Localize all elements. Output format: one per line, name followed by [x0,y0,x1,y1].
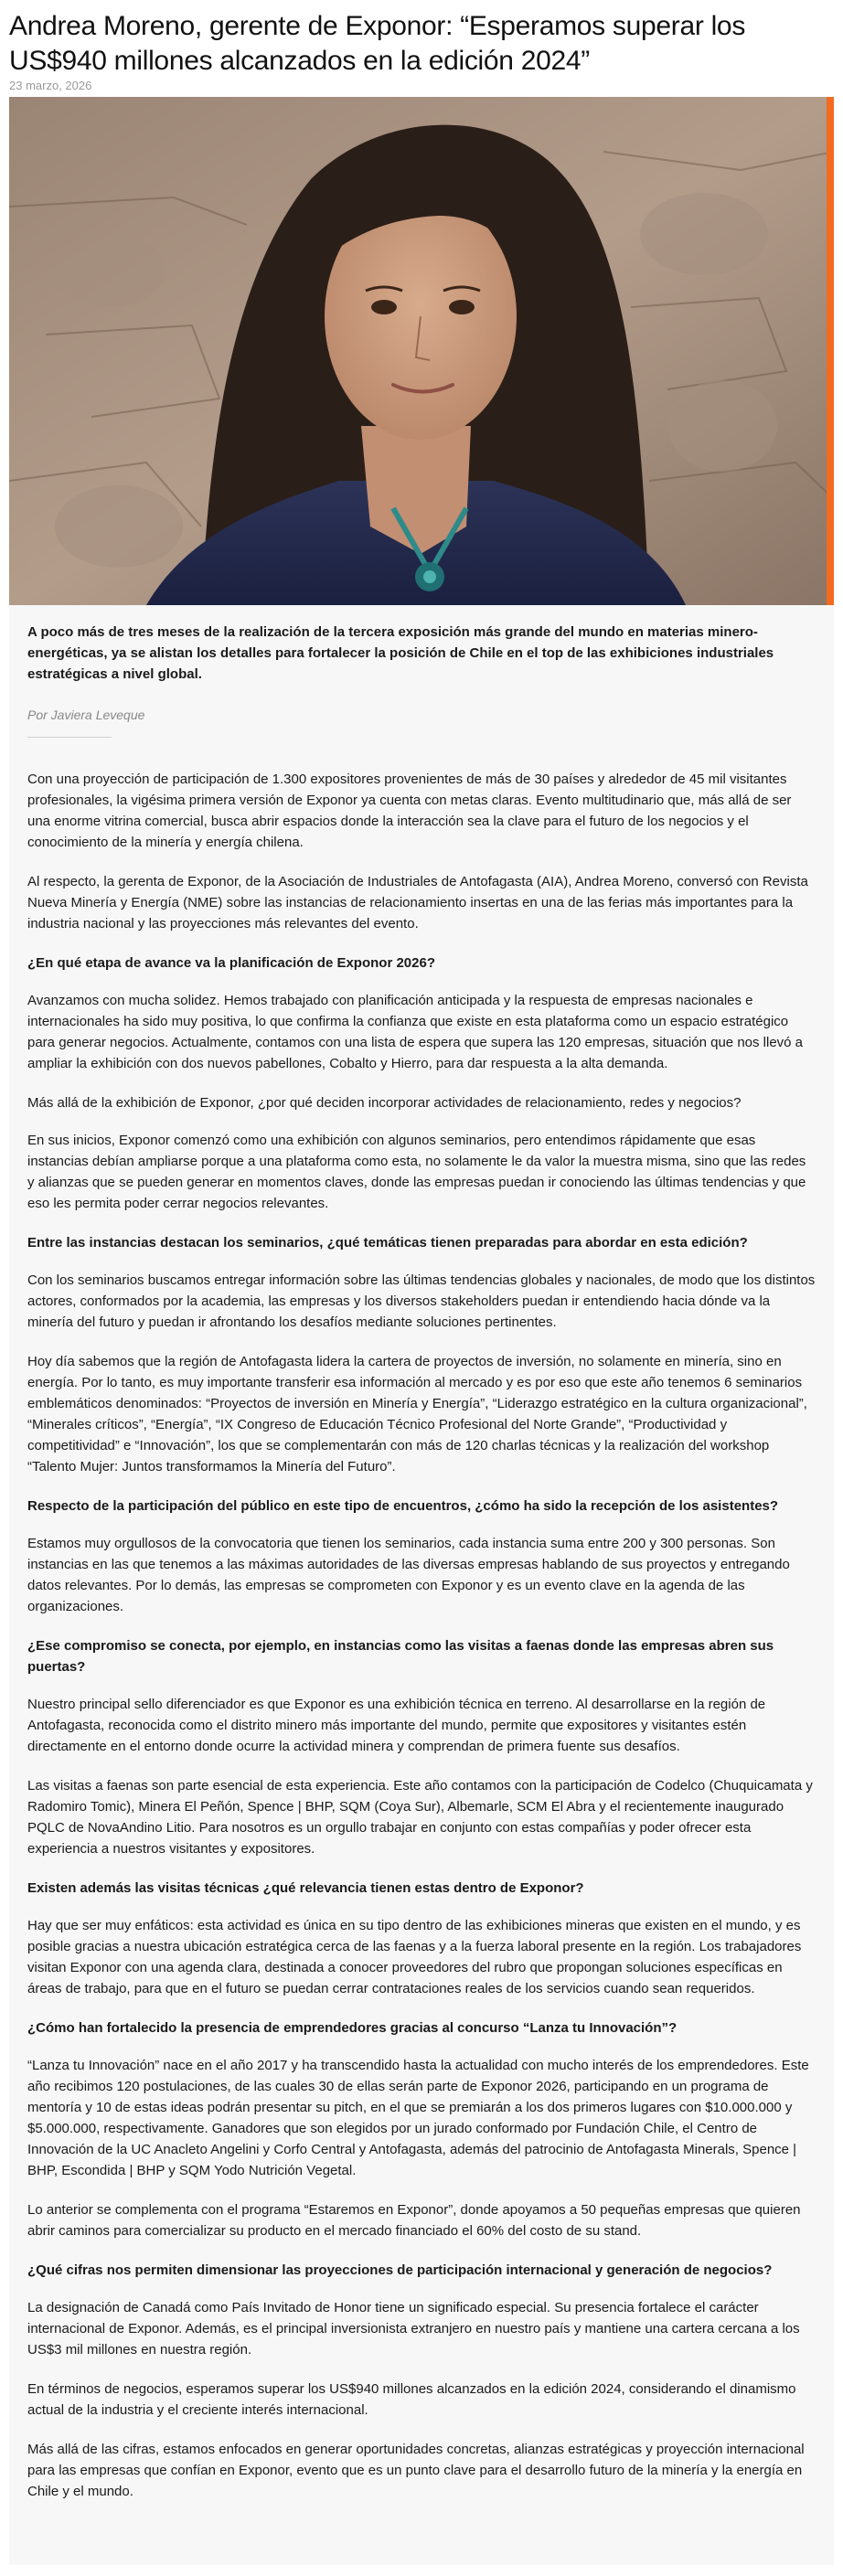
article-byline: Por Javiera Leveque [27,708,145,722]
interview-question: Más allá de la exhibición de Exponor, ¿por qué deciden incorporar actividades de relacionamiento, redes y negocios? [27,1095,742,1111]
interview-question: Respecto de la participación del público en este tipo de encuentros, ¿cómo ha sido la recepción de los asistentes? [27,1498,779,1514]
interview-question: ¿En qué etapa de avance va la planificación de Exponor 2026? [27,955,435,971]
interview-answer: Hoy día sabemos que la región de Antofagasta lidera la cartera de proyectos de inversión, no solamente en minería, sino en energía. Por lo tanto, es muy importante transferir esa información al mercado y es por eso que este año tenemos 6 seminarios emblemáticos denominados: “Proyectos de inversión en Minería y Energía”, “Liderazgo estratégico en la cultura organizacional”, “Minerales críticos”, “Energía”, “IX Congreso de Educación Técnico Profesional del Norte Grande”, “Productividad y competitividad” e “Innovación”, los que se complementarán con más de 120 charlas técnicas y la realización del workshop “Talento Mujer: Juntos transformamos la Minería del Futuro”. [27,1354,807,1474]
hero-image [9,97,834,605]
interview-answer: Más allá de las cifras, estamos enfocados en generar oportunidades concretas, alianzas estratégicas y proyección internacional para las empresas que confían en Exponor, evento que es un punto clave para el desarrollo futuro de la minería y la energía en Chile y el mundo. [27,2442,805,2499]
interview-answer: En términos de negocios, esperamos superar los US$940 millones alcanzados en la edición 2024, considerando el dinamismo actual de la industria y el creciente interés internacional. [27,2381,796,2418]
qa-section [27,953,816,2502]
article-body [9,605,834,2565]
interview-question: Existen además las visitas técnicas ¿qué relevancia tienen estas dentro de Exponor? [27,1880,584,1896]
article-date: 23 marzo, 2026 [9,79,92,92]
article-lead: A poco más de tres meses de la realización de la tercera exposición más grande del mundo en materias minero-energéticas, ya se alistan los detalles para fortalecer la posición de Chile en el top de las exhibiciones industriales estratégicas a nivel global. [27,624,774,682]
interview-answer: Estamos muy orgullosos de la convocatoria que tienen los seminarios, cada instancia suma entre 200 y 300 personas. Son instancias en las que tenemos a las máximas autoridades de las diversas empresas hablando de sus proyectos y entregando datos relevantes. Por lo demás, las empresas se comprometen con Exponor y es un evento clave en la agenda de las organizaciones. [27,1536,790,1614]
interview-question: ¿Qué cifras nos permiten dimensionar las proyecciones de participación internacional y generación de negocios? [27,2262,773,2278]
interview-answer: Lo anterior se complementa con el programa “Estaremos en Exponor”, donde apoyamos a 50 pequeñas empresas que quieren abrir caminos para comercializar su producto en el mercado financiado el 60% del costo de su stand. [27,2202,801,2239]
interview-answer: La designación de Canadá como País Invitado de Honor tiene un significado especial. Su presencia fortalece el carácter internacional de Exponor. Además, es el principal inversionista extranjero en nuestro país y mantiene una cartera cercana a los US$3 mil millones en nuestra región. [27,2300,800,2358]
intro-paragraph: Con una proyección de participación de 1.300 expositores provenientes de más de 30 países y alrededor de 45 mil visitantes profesionales, la vigésima primera versión de Exponor ya cuenta con metas claras. Evento multitudinario que, más allá de ser una enorme vitrina comercial, busca abrir espacios donde la interacción sea la clave para el futuro de los negocios y el conocimiento de la minería y energía chilena. [27,772,792,850]
interview-answer: “Lanza tu Innovación” nace en el año 2017 y ha transcendido hasta la actualidad con mucho interés de los emprendedores. Este año recibimos 120 postulaciones, de las cuales 30 de ellas serán parte de Exponor 2026, participando en un programa de mentoría y 10 de estas ideas podrán presentar su pitch, en el que se premiarán a los dos primeros lugares con $10.000.000 y $5.000.000, respectivamente. Ganadores que son elegidos por un jurado conformado por Fundación Chile, el Centro de Innovación de la UC Anacleto Angelini y Corfo Central y Antofagasta, además del patrocinio de Antofagasta Minerals, Spence | BHP, Escondida | BHP y SQM Yodo Nutrición Vegetal. [27,2058,809,2178]
portrait-photo [9,97,834,605]
interview-answer: Las visitas a faenas son parte esencial de esta experiencia. Este año contamos con la participación de Codelco (Chuquicamata y Radomiro Tomic), Minera El Peñón, Spence | BHP, SQM (Coya Sur), Albemarle, SCM El Abra y el recientemente inaugurado PQLC de NovaAndino Litio. Para nosotros es un orgullo trabajar en conjunto con estas compañías y poder ofrecer esta experiencia a nuestros visitantes y expositores. [27,1778,813,1857]
interview-answer: Avanzamos con mucha solidez. Hemos trabajado con planificación anticipada y la respuesta de empresas nacionales e internacionales ha sido muy positiva, lo que confirma la confianza que existe en esta plataforma como un espacio estratégico para generar negocios. Actualmente, contamos con una lista de espera que supera las 120 empresas, situación que nos llevó a ampliar la exhibición con dos nuevos pabellones, Cobalto y Hierro, para dar respuesta a la alta demanda. [27,993,804,1071]
interview-answer: En sus inicios, Exponor comenzó como una exhibición con algunos seminarios, pero entendimos rápidamente que esas instancias debían ampliarse porque a una plataforma como esta, no solamente le da valor la muestra misma, sino que las redes y alianzas que se pueden generar en momentos claves, donde las empresas puedan ir conociendo las últimas tendencias y que eso les permita poder cerrar negocios relevantes. [27,1133,806,1211]
accent-bar [827,97,834,605]
interview-answer: Hay que ser muy enfáticos: esta actividad es única en su tipo dentro de las exhibiciones mineras que existen en el mundo, y es posible gracias a nuestra ubicación estratégica cerca de las faenas y a la fuerza laboral presente en la región. Los trabajadores visitan Exponor con una agenda clara, destinada a conocer proveedores del rubro que propongan soluciones específicas en áreas de trabajo, para que en el futuro se puedan cerrar contrataciones reales de los servicios cuando sean requeridos. [27,1918,802,1996]
article-title: Andrea Moreno, gerente de Exponor: “Esperamos superar los US$940 millones alcanzados en la edición 2024” [9,11,746,76]
divider [27,737,112,738]
interview-question: Entre las instancias destacan los seminarios, ¿qué temáticas tienen preparadas para abordar en esta edición? [27,1235,748,1251]
interview-answer: Con los seminarios buscamos entregar información sobre las últimas tendencias globales y nacionales, de modo que los distintos actores, conformados por la academia, las empresas y los diversos stakeholders puedan ir entendiendo hacia dónde va la minería del futuro y puedan ir afrontando los desafíos mediante soluciones pertinentes. [27,1272,816,1330]
interview-question: ¿Ese compromiso se conecta, por ejemplo, en instancias como las visitas a faenas donde las empresas abren sus puertas? [27,1638,774,1675]
interview-question: ¿Cómo han fortalecido la presencia de emprendedores gracias al concurso “Lanza tu Innovación”? [27,2020,678,2036]
interview-answer: Nuestro principal sello diferenciador es que Exponor es una exhibición técnica en terreno. Al desarrollarse en la región de Antofagasta, reconocida como el distrito minero más importante del mundo, permite que expositores y visitantes estén directamente en el entorno donde ocurre la actividad minera y comprendan de primera fuente sus desafíos. [27,1697,766,1754]
article-content [27,622,816,2520]
intro-paragraph: Al respecto, la gerenta de Exponor, de la Asociación de Industriales de Antofagasta (AIA), Andrea Moreno, conversó con Revista Nueva Minería y Energía (NME) sobre las instancias de relacionamiento insertas en una de las ferias más importantes para la industria nacional y las proyecciones más relevantes del evento. [27,874,808,931]
